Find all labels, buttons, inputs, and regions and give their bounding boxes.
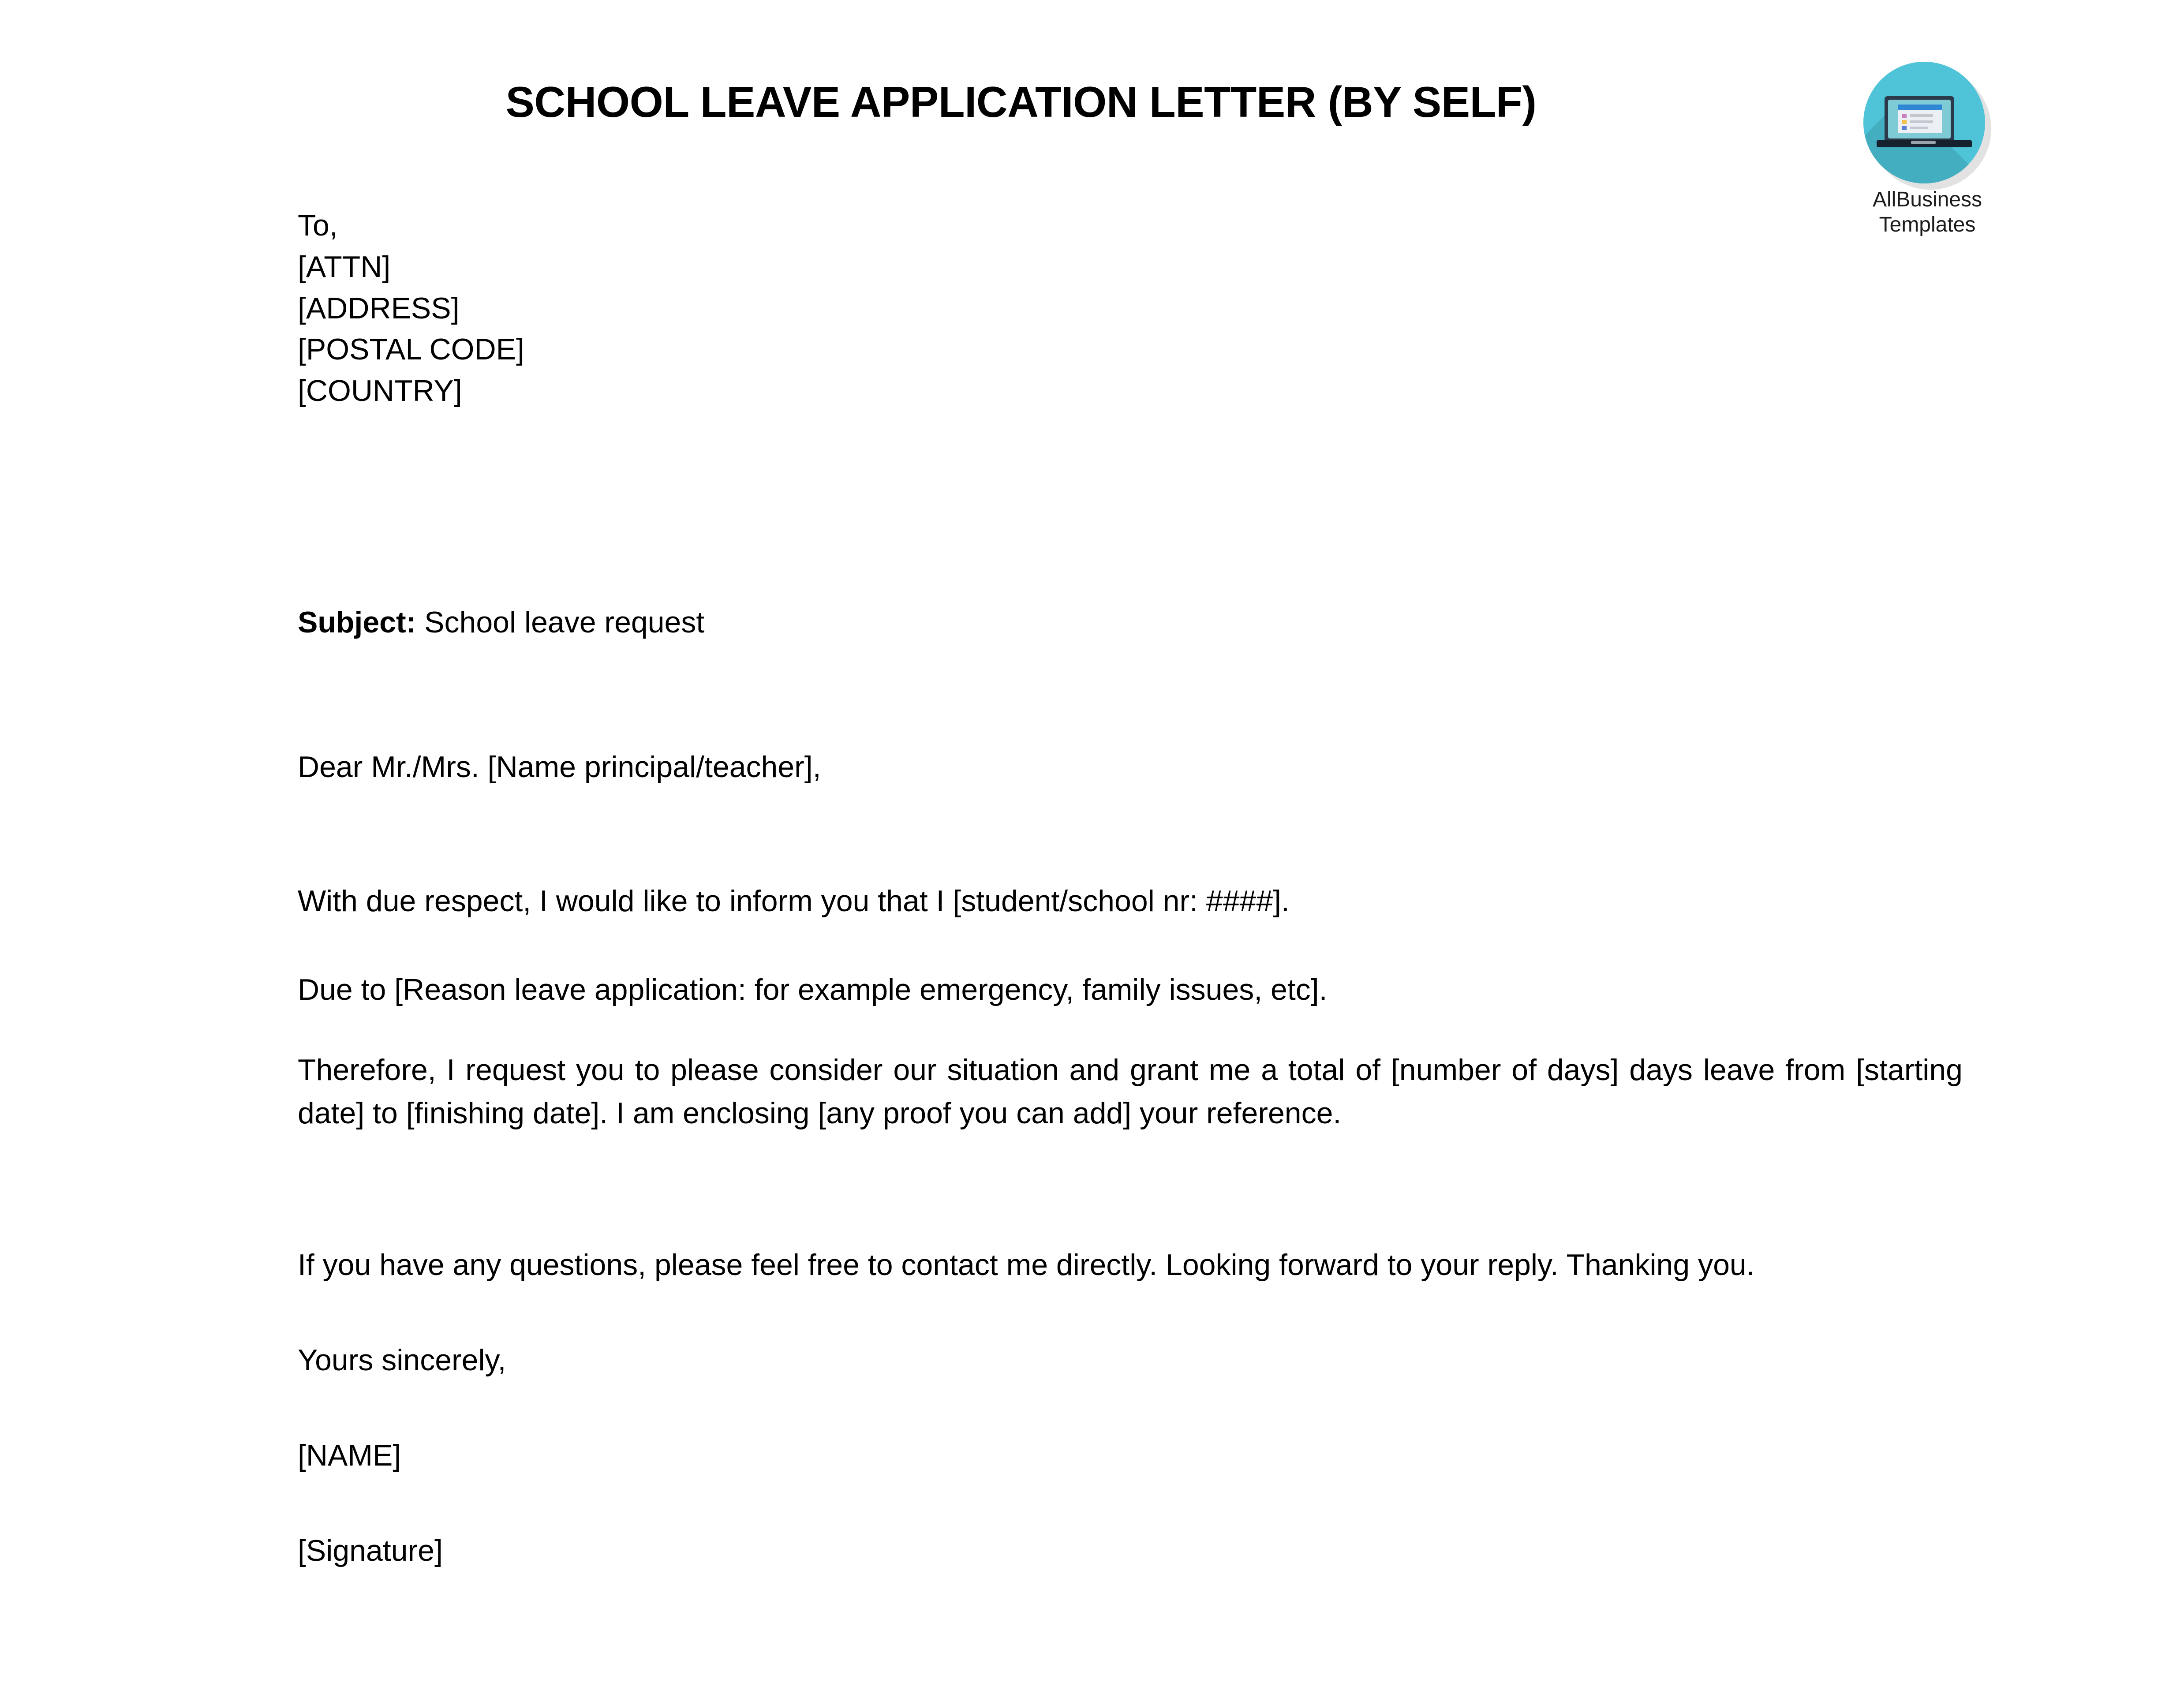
subject-value: School leave request xyxy=(424,606,705,639)
list-dot-1 xyxy=(1902,114,1907,118)
page-title: SCHOOL LEAVE APPLICATION LETTER (BY SELF) xyxy=(505,78,1537,126)
body-paragraph: If you have any questions, please feel free to contact me directly. Looking forward to your reply. Thanking you. xyxy=(298,1248,1755,1282)
address-line: [ATTN] xyxy=(298,250,391,284)
body-paragraph: Due to [Reason leave application: for example emergency, family issues, etc]. xyxy=(298,973,1328,1006)
body-paragraph: With due respect, I would like to inform you that I [student/school nr: ####]. xyxy=(298,884,1290,918)
subject-label: Subject: xyxy=(298,606,416,639)
list-dot-2 xyxy=(1902,120,1907,124)
document-card-header-bar xyxy=(1898,105,1942,110)
brand-name xyxy=(1846,187,2009,237)
brand-logo xyxy=(1846,62,2009,247)
brand-name-line-2: Templates xyxy=(1879,213,1976,236)
list-line-1 xyxy=(1910,114,1933,117)
laptop-icon xyxy=(1863,62,1991,190)
signature-placeholder: [Signature] xyxy=(298,1534,443,1567)
signer-name: [NAME] xyxy=(298,1439,401,1472)
laptop-graphic xyxy=(1877,96,1972,152)
body-paragraph: Therefore, I request you to please consider our situation and grant me a total of [number of days] days leave from [starting date] to [finishing date]. I am enclosing [any proof you can add] your reference. xyxy=(298,1053,1963,1130)
brand-name-line-1: AllBusiness xyxy=(1872,188,1982,211)
recipient-address-block xyxy=(298,205,1180,412)
subject-line xyxy=(298,605,704,639)
laptop-trackpad xyxy=(1911,141,1936,144)
list-line-3 xyxy=(1910,127,1928,129)
salutation: Dear Mr./Mrs. [Name principal/teacher], xyxy=(298,750,821,784)
address-line: [POSTAL CODE] xyxy=(298,333,524,366)
logo-circle xyxy=(1863,62,1985,183)
address-line: To, xyxy=(298,209,338,242)
list-dot-3 xyxy=(1902,126,1907,130)
address-line: [ADDRESS] xyxy=(298,291,460,325)
address-line: [COUNTRY] xyxy=(298,374,462,408)
document-card xyxy=(1898,105,1942,133)
valediction: Yours sincerely, xyxy=(298,1343,506,1377)
list-line-2 xyxy=(1910,120,1933,123)
